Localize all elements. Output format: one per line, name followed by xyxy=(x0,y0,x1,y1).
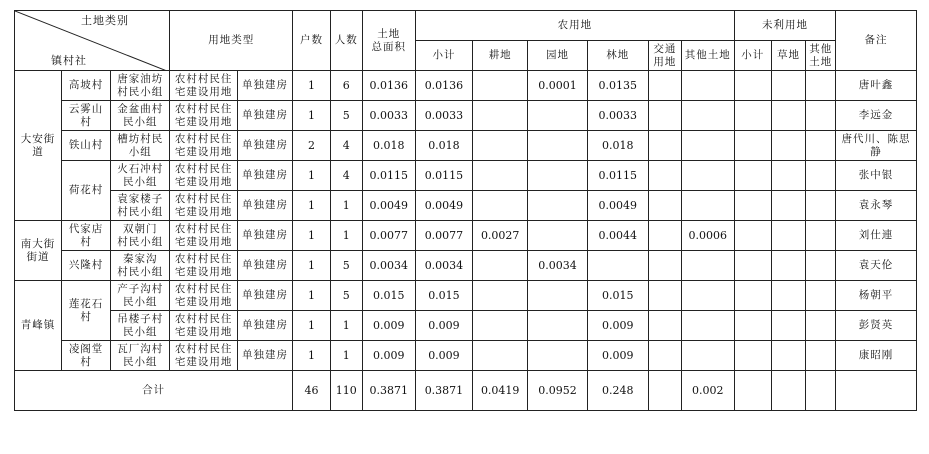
team-cell: 袁家楼子 村民小组 xyxy=(111,191,170,221)
land-use-cell: 农村村民住 宅建设用地 xyxy=(170,101,237,131)
land-use-cell: 农村村民住 宅建设用地 xyxy=(170,251,237,281)
remark-cell: 刘仕連 xyxy=(836,221,917,251)
persons-cell: 6 xyxy=(330,71,362,101)
agri-subtotal-cell: 0.0115 xyxy=(415,161,472,191)
forest-cell: 0.009 xyxy=(587,341,648,371)
team-cell: 金盆曲村 民小组 xyxy=(111,101,170,131)
total-garden-cell: 0.0952 xyxy=(528,371,587,411)
grass-cell xyxy=(771,281,806,311)
grass-cell xyxy=(771,251,806,281)
unused-other-cell xyxy=(806,161,836,191)
build-type-cell: 单独建房 xyxy=(237,101,292,131)
table-row xyxy=(15,311,917,341)
group-cell: 南大街 街道 xyxy=(15,221,62,281)
garden-cell xyxy=(528,341,587,371)
total-farmland-cell: 0.0419 xyxy=(473,371,528,411)
transport-cell xyxy=(648,311,681,341)
land-use-cell: 农村村民住 宅建设用地 xyxy=(170,131,237,161)
garden-cell xyxy=(528,281,587,311)
village-cell: 代家店 村 xyxy=(62,221,111,251)
other-land-cell xyxy=(681,341,734,371)
farmland-cell xyxy=(473,311,528,341)
persons-cell: 1 xyxy=(330,221,362,251)
unused-other-cell xyxy=(806,71,836,101)
total-area-cell: 0.0034 xyxy=(362,251,415,281)
unused-subtotal-cell xyxy=(734,71,771,101)
grass-cell xyxy=(771,131,806,161)
table-row xyxy=(15,341,917,371)
unused-subtotal-header: 小计 xyxy=(734,41,771,71)
unused-other-cell xyxy=(806,101,836,131)
total-grass-cell xyxy=(771,371,806,411)
build-type-cell: 单独建房 xyxy=(237,311,292,341)
transport-cell xyxy=(648,101,681,131)
persons-cell: 1 xyxy=(330,191,362,221)
total-area-cell: 0.015 xyxy=(362,281,415,311)
table-row xyxy=(15,101,917,131)
village-cell: 铁山村 xyxy=(62,131,111,161)
agri-subtotal-cell: 0.009 xyxy=(415,341,472,371)
land-use-cell: 农村村民住 宅建设用地 xyxy=(170,281,237,311)
farmland-cell: 0.0027 xyxy=(473,221,528,251)
total-agri-subtotal-cell: 0.3871 xyxy=(415,371,472,411)
garden-cell xyxy=(528,311,587,341)
persons-cell: 4 xyxy=(330,161,362,191)
unused-subtotal-cell xyxy=(734,311,771,341)
village-cell: 高坡村 xyxy=(62,71,111,101)
total-area-cell: 0.0077 xyxy=(362,221,415,251)
unused-subtotal-cell xyxy=(734,281,771,311)
build-type-cell: 单独建房 xyxy=(237,161,292,191)
total-area-cell: 0.009 xyxy=(362,341,415,371)
table-row xyxy=(15,161,917,191)
unused-other-cell xyxy=(806,281,836,311)
build-type-cell: 单独建房 xyxy=(237,341,292,371)
transport-cell xyxy=(648,161,681,191)
persons-cell: 5 xyxy=(330,101,362,131)
remark-cell: 袁永琴 xyxy=(836,191,917,221)
land-use-cell: 农村村民住 宅建设用地 xyxy=(170,191,237,221)
village-cell: 云雾山 村 xyxy=(62,101,111,131)
households-cell: 2 xyxy=(293,131,331,161)
transport-cell xyxy=(648,131,681,161)
forest-cell: 0.0135 xyxy=(587,71,648,101)
persons-cell: 1 xyxy=(330,311,362,341)
remark-cell: 张中银 xyxy=(836,161,917,191)
transport-cell xyxy=(648,191,681,221)
agri-subtotal-cell: 0.009 xyxy=(415,311,472,341)
total-area-cell: 0.018 xyxy=(362,131,415,161)
total-other-land-cell: 0.002 xyxy=(681,371,734,411)
garden-cell: 0.0001 xyxy=(528,71,587,101)
garden-header: 园地 xyxy=(528,41,587,71)
other-land-cell xyxy=(681,101,734,131)
transport-cell xyxy=(648,221,681,251)
remark-cell: 袁天伦 xyxy=(836,251,917,281)
land-use-cell: 农村村民住 宅建设用地 xyxy=(170,221,237,251)
total-row xyxy=(15,371,917,411)
unused-subtotal-cell xyxy=(734,161,771,191)
grass-cell xyxy=(771,311,806,341)
unused-subtotal-cell xyxy=(734,101,771,131)
garden-cell xyxy=(528,131,587,161)
group-cell: 大安街 道 xyxy=(15,71,62,221)
farmland-cell xyxy=(473,71,528,101)
households-cell: 1 xyxy=(293,71,331,101)
other-land-cell xyxy=(681,191,734,221)
town-village-label: 镇村社 xyxy=(51,54,87,67)
total-area-header: 土地 总面积 xyxy=(362,11,415,71)
farmland-header: 耕地 xyxy=(473,41,528,71)
forest-cell: 0.0044 xyxy=(587,221,648,251)
forest-cell: 0.0049 xyxy=(587,191,648,221)
remark-cell: 唐叶鑫 xyxy=(836,71,917,101)
table-row xyxy=(15,251,917,281)
team-cell: 火石冲村 民小组 xyxy=(111,161,170,191)
farmland-cell xyxy=(473,341,528,371)
agri-subtotal-cell: 0.018 xyxy=(415,131,472,161)
total-area-cell: 0.0115 xyxy=(362,161,415,191)
unused-subtotal-cell xyxy=(734,191,771,221)
other-land-cell: 0.0006 xyxy=(681,221,734,251)
other-land-cell xyxy=(681,251,734,281)
unused-subtotal-cell xyxy=(734,341,771,371)
unused-other-cell xyxy=(806,251,836,281)
households-cell: 1 xyxy=(293,101,331,131)
households-cell: 1 xyxy=(293,161,331,191)
group-cell: 青峰镇 xyxy=(15,281,62,371)
total-unused-other-cell xyxy=(806,371,836,411)
agri-land-header: 农用地 xyxy=(415,11,734,41)
total-unused-subtotal-cell xyxy=(734,371,771,411)
households-cell: 1 xyxy=(293,281,331,311)
garden-cell: 0.0034 xyxy=(528,251,587,281)
total-area-cell: 0.0049 xyxy=(362,191,415,221)
table-row xyxy=(15,71,917,101)
table-row xyxy=(15,221,917,251)
garden-cell xyxy=(528,101,587,131)
team-cell: 槽坊村民 小组 xyxy=(111,131,170,161)
persons-cell: 5 xyxy=(330,281,362,311)
grass-cell xyxy=(771,71,806,101)
unused-subtotal-cell xyxy=(734,131,771,161)
remark-cell: 唐代川、陈思 静 xyxy=(836,131,917,161)
unused-subtotal-cell xyxy=(734,251,771,281)
land-use-cell: 农村村民住 宅建设用地 xyxy=(170,341,237,371)
garden-cell xyxy=(528,161,587,191)
total-transport-cell xyxy=(648,371,681,411)
build-type-cell: 单独建房 xyxy=(237,71,292,101)
build-type-cell: 单独建房 xyxy=(237,281,292,311)
unused-land-header: 未利用地 xyxy=(734,11,835,41)
total-forest-cell: 0.248 xyxy=(587,371,648,411)
village-cell: 兴隆村 xyxy=(62,251,111,281)
households-cell: 1 xyxy=(293,221,331,251)
persons-header: 人数 xyxy=(330,11,362,71)
total-area-cell: 0.0033 xyxy=(362,101,415,131)
village-cell: 凌阁堂 村 xyxy=(62,341,111,371)
households-cell: 1 xyxy=(293,191,331,221)
other-land-cell xyxy=(681,71,734,101)
build-type-cell: 单独建房 xyxy=(237,131,292,161)
other-land-cell xyxy=(681,311,734,341)
farmland-cell xyxy=(473,281,528,311)
unused-other-cell xyxy=(806,131,836,161)
total-remark-cell xyxy=(836,371,917,411)
unused-other-cell xyxy=(806,191,836,221)
forest-cell: 0.009 xyxy=(587,311,648,341)
unused-other-cell xyxy=(806,221,836,251)
farmland-cell xyxy=(473,101,528,131)
forest-cell: 0.0115 xyxy=(587,161,648,191)
remark-cell: 康昭刚 xyxy=(836,341,917,371)
forest-cell: 0.0033 xyxy=(587,101,648,131)
forest-header: 林地 xyxy=(587,41,648,71)
village-cell: 荷花村 xyxy=(62,161,111,221)
unused-other-header: 其他 土地 xyxy=(806,41,836,71)
team-cell: 吊楼子村 民小组 xyxy=(111,311,170,341)
garden-cell xyxy=(528,221,587,251)
remark-cell: 李远金 xyxy=(836,101,917,131)
grass-cell xyxy=(771,221,806,251)
farmland-cell xyxy=(473,191,528,221)
unused-subtotal-cell xyxy=(734,221,771,251)
agri-subtotal-cell: 0.0077 xyxy=(415,221,472,251)
total-total-area-cell: 0.3871 xyxy=(362,371,415,411)
other-land-cell xyxy=(681,131,734,161)
other-land-cell xyxy=(681,281,734,311)
transport-cell xyxy=(648,251,681,281)
total-persons-cell: 110 xyxy=(330,371,362,411)
total-area-cell: 0.0136 xyxy=(362,71,415,101)
farmland-cell xyxy=(473,131,528,161)
transport-cell xyxy=(648,341,681,371)
transport-cell xyxy=(648,281,681,311)
households-cell: 1 xyxy=(293,311,331,341)
transport-header: 交通 用地 xyxy=(648,41,681,71)
grass-cell xyxy=(771,341,806,371)
agri-subtotal-cell: 0.0034 xyxy=(415,251,472,281)
remarks-header: 备注 xyxy=(836,11,917,71)
team-cell: 双朝门 村民小组 xyxy=(111,221,170,251)
remark-cell: 彭贤英 xyxy=(836,311,917,341)
table-row xyxy=(15,191,917,221)
team-cell: 产子沟村 民小组 xyxy=(111,281,170,311)
other-land-header: 其他土地 xyxy=(681,41,734,71)
total-households-cell: 46 xyxy=(293,371,331,411)
land-use-cell: 农村村民住 宅建设用地 xyxy=(170,311,237,341)
transport-cell xyxy=(648,71,681,101)
land-category-header xyxy=(15,11,170,71)
farmland-cell xyxy=(473,251,528,281)
build-type-cell: 单独建房 xyxy=(237,251,292,281)
land-category-label: 土地类别 xyxy=(81,14,129,27)
agri-subtotal-cell: 0.0033 xyxy=(415,101,472,131)
agri-subtotal-cell: 0.0049 xyxy=(415,191,472,221)
team-cell: 秦家沟 村民小组 xyxy=(111,251,170,281)
land-use-cell: 农村村民住 宅建设用地 xyxy=(170,161,237,191)
households-header: 户数 xyxy=(293,11,331,71)
team-cell: 唐家油坊 村民小组 xyxy=(111,71,170,101)
forest-cell: 0.015 xyxy=(587,281,648,311)
build-type-cell: 单独建房 xyxy=(237,191,292,221)
remark-cell: 杨朝平 xyxy=(836,281,917,311)
total-label: 合计 xyxy=(15,371,293,411)
other-land-cell xyxy=(681,161,734,191)
forest-cell: 0.018 xyxy=(587,131,648,161)
table-row xyxy=(15,131,917,161)
persons-cell: 4 xyxy=(330,131,362,161)
persons-cell: 5 xyxy=(330,251,362,281)
grass-header: 草地 xyxy=(771,41,806,71)
persons-cell: 1 xyxy=(330,341,362,371)
table-row xyxy=(15,281,917,311)
team-cell: 瓦厂沟村 民小组 xyxy=(111,341,170,371)
agri-subtotal-header: 小计 xyxy=(415,41,472,71)
forest-cell xyxy=(587,251,648,281)
agri-subtotal-cell: 0.015 xyxy=(415,281,472,311)
grass-cell xyxy=(771,191,806,221)
farmland-cell xyxy=(473,161,528,191)
build-type-cell: 单独建房 xyxy=(237,221,292,251)
land-use-cell: 农村村民住 宅建设用地 xyxy=(170,71,237,101)
households-cell: 1 xyxy=(293,251,331,281)
village-cell: 莲花石 村 xyxy=(62,281,111,341)
grass-cell xyxy=(771,101,806,131)
land-use-type-header: 用地类型 xyxy=(170,11,293,71)
grass-cell xyxy=(771,161,806,191)
unused-other-cell xyxy=(806,341,836,371)
total-area-cell: 0.009 xyxy=(362,311,415,341)
unused-other-cell xyxy=(806,311,836,341)
agri-subtotal-cell: 0.0136 xyxy=(415,71,472,101)
land-use-table xyxy=(14,10,917,411)
garden-cell xyxy=(528,191,587,221)
households-cell: 1 xyxy=(293,341,331,371)
